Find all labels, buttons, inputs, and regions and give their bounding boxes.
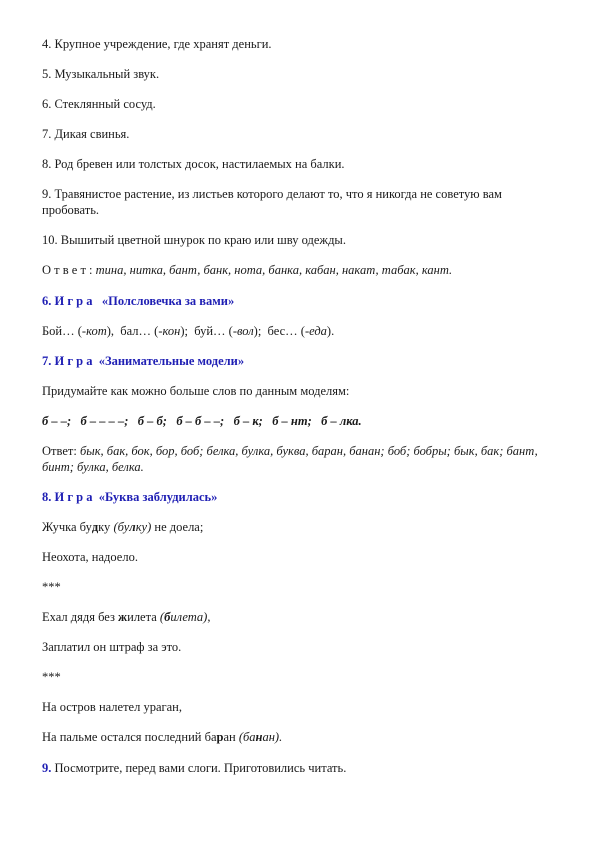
item-stem: бал… ( <box>120 324 159 338</box>
item-sep: ), <box>106 324 121 338</box>
verse-text: Жучка бу <box>42 520 92 534</box>
item-hint: -еда <box>304 324 327 338</box>
verse-hint: ан). <box>262 730 283 744</box>
game-6-heading <box>42 293 552 309</box>
verse-text: илета <box>127 610 160 624</box>
item-stem: Бой… ( <box>42 324 82 338</box>
game-8-title: И г р а «Буква заблудилась» <box>54 490 218 504</box>
item-9-number: 9. <box>42 761 52 775</box>
verse-3-line-2 <box>42 729 552 745</box>
verse-2-line-1 <box>42 609 552 625</box>
answer-label: О т в е т : <box>42 263 96 277</box>
verse-hint-letter: н <box>255 730 263 744</box>
verse-1-line-2: Неохота, надоело. <box>42 550 138 564</box>
verse-hint: илета) <box>170 610 208 624</box>
riddle-5: 5. Музыкальный звук. <box>42 67 160 81</box>
item-sep: ); <box>253 324 268 338</box>
item-sep: ). <box>326 324 335 338</box>
verse-separator: *** <box>42 670 61 684</box>
item-stem: бес… ( <box>267 324 305 338</box>
verse-letter: р <box>216 730 224 744</box>
item-hint: -кот <box>81 324 107 338</box>
game-7-heading <box>42 353 552 369</box>
game-6-items <box>42 323 552 339</box>
game-8-heading <box>42 489 552 505</box>
verse-text: , <box>207 610 211 624</box>
riddle-10: 10. Вышитый цветной шнурок по краю или шву одежды. <box>42 233 346 247</box>
verse-text: ку <box>98 520 114 534</box>
answer-words: тина, нитка, бант, банк, нота, банка, кабан, накат, табак, кант. <box>95 263 453 277</box>
verse-text: Ехал дядя без <box>42 610 119 624</box>
riddle-4: 4. Крупное учреждение, где хранят деньги. <box>42 37 272 51</box>
item-hint: -кон <box>158 324 181 338</box>
game-7-answer <box>42 443 540 475</box>
item-9 <box>42 760 552 776</box>
item-hint: -вол <box>232 324 254 338</box>
verse-text: не доела; <box>151 520 204 534</box>
verse-letter: д <box>91 520 99 534</box>
verse-text: ан <box>223 730 239 744</box>
game-6-number: 6. <box>42 294 52 308</box>
verse-hint-letter: л <box>129 520 136 534</box>
verse-hint: ку) <box>135 520 152 534</box>
verse-letter: ж <box>118 610 128 624</box>
riddle-7: 7. Дикая свинья. <box>42 127 130 141</box>
riddle-6: 6. Стеклянный сосуд. <box>42 97 156 111</box>
item-9-text: Посмотрите, перед вами слоги. Приготовились читать. <box>51 761 347 775</box>
game-7-instruction: Придумайте как можно больше слов по данным моделям: <box>42 384 350 398</box>
game-8-number: 8. <box>42 490 52 504</box>
game-6-title: И г р а «Полсловечка за вами» <box>54 294 235 308</box>
answer-line-1 <box>42 262 552 278</box>
item-sep: ); <box>180 324 195 338</box>
item-stem: буй… ( <box>194 324 233 338</box>
verse-1-line-1 <box>42 519 552 535</box>
verse-hint: (бу <box>113 520 130 534</box>
verse-hint-letter: б <box>164 610 171 624</box>
riddle-9: 9. Травянистое растение, из листьев которого делают то, что я никогда не советую вам пробовать. <box>42 187 502 217</box>
verse-text: На пальме остался последний ба <box>42 730 217 744</box>
verse-3-line-1: На остров налетел ураган, <box>42 700 182 714</box>
game-7-number: 7. <box>42 354 52 368</box>
game-7-title: И г р а «Занимательные модели» <box>54 354 245 368</box>
answer-words: бык, бак, бок, бор, боб; белка, булка, буква, баран, банан; боб; бобры; бык, бак; бант, бинт; булка, белка. <box>42 444 538 474</box>
game-7-models: б – –; б – – – –; б – б; б – б – –; б – к; б – нт; б – лка. <box>42 414 362 428</box>
answer-label: Ответ: <box>42 444 80 458</box>
verse-hint: (ба <box>238 730 256 744</box>
verse-hint: ( <box>159 610 165 624</box>
verse-2-line-2: Заплатил он штраф за это. <box>42 640 182 654</box>
riddle-8: 8. Род бревен или толстых досок, настилаемых на балки. <box>42 157 345 171</box>
verse-separator: *** <box>42 580 61 594</box>
